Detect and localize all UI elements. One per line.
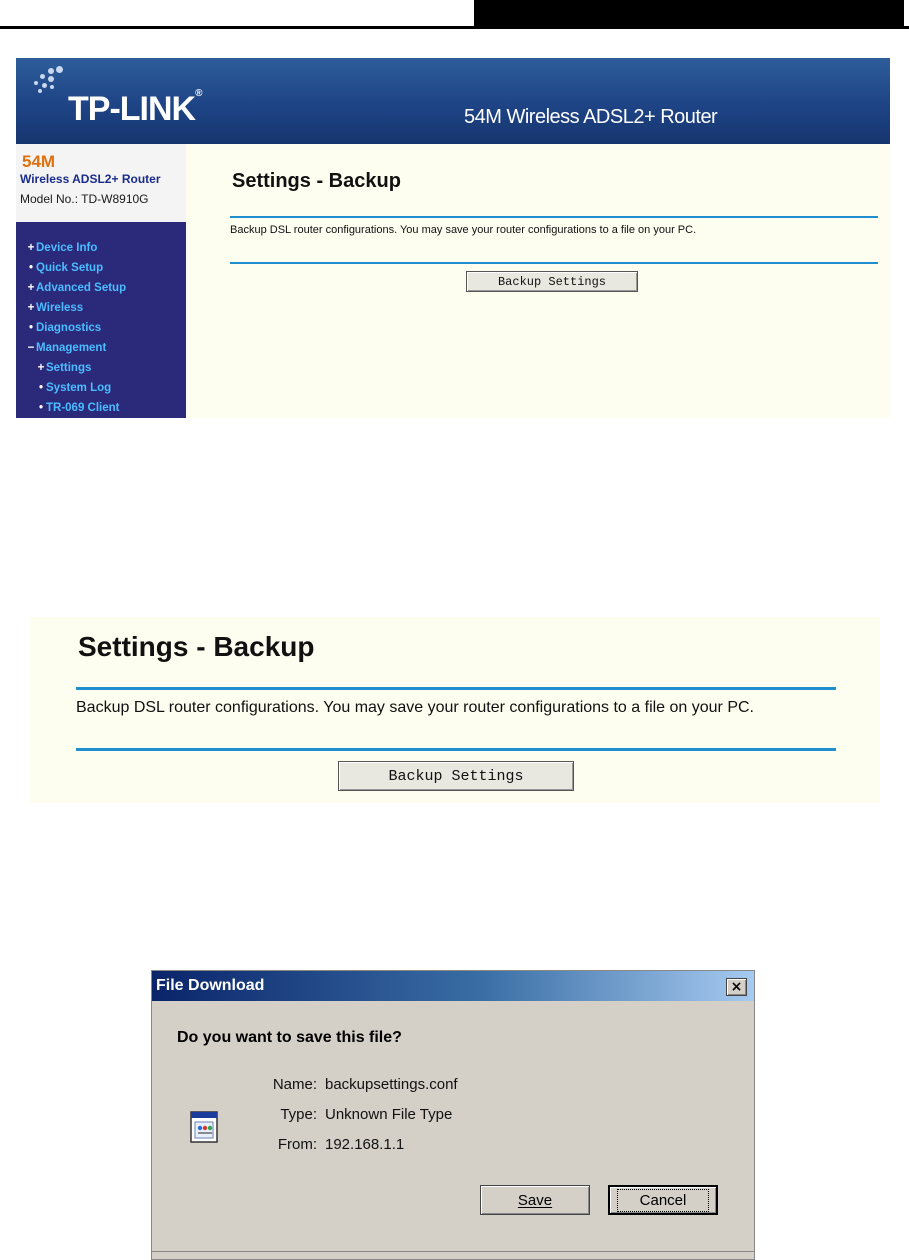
header-black-box bbox=[474, 0, 904, 26]
dialog-titlebar bbox=[152, 971, 754, 1001]
banner-product-title: 54M Wireless ADSL2+ Router bbox=[464, 106, 718, 128]
divider bbox=[76, 687, 836, 690]
sidebar-item-diagnostics[interactable]: • Diagnostics bbox=[28, 322, 102, 334]
tplink-logo-dots-icon bbox=[30, 66, 64, 96]
sidebar-product-name: Wireless ADSL2+ Router bbox=[20, 172, 161, 186]
sidebar-nav bbox=[26, 242, 126, 422]
file-type-row: Type: Unknown File Type bbox=[280, 1106, 453, 1123]
sidebar-item-advanced-setup[interactable]: + Advanced Setup bbox=[27, 282, 127, 294]
sidebar-item-settings[interactable]: + Settings bbox=[37, 362, 92, 374]
cancel-button[interactable]: Cancel bbox=[608, 1185, 718, 1215]
close-icon[interactable]: × bbox=[726, 978, 747, 996]
sidebar-item-tr069-client[interactable]: • TR-069 Client bbox=[38, 402, 120, 414]
backup-settings-button[interactable]: Backup Settings bbox=[338, 761, 574, 791]
divider bbox=[230, 216, 878, 218]
dialog-title: File Download bbox=[156, 977, 265, 994]
file-name-value: backupsettings.conf bbox=[325, 1076, 458, 1093]
file-from-value: 192.168.1.1 bbox=[325, 1136, 405, 1153]
page-title: Settings - Backup bbox=[232, 170, 401, 192]
file-from-row: From: 192.168.1.1 bbox=[277, 1136, 405, 1153]
divider bbox=[76, 748, 836, 751]
file-name-row: Name: backupsettings.conf bbox=[272, 1076, 458, 1093]
sidebar-speed: 54M bbox=[22, 152, 56, 171]
sidebar-item-system-log[interactable]: • System Log bbox=[38, 382, 112, 394]
file-download-dialog bbox=[151, 970, 755, 1260]
router-screenshot-zoomed bbox=[30, 617, 880, 803]
divider bbox=[230, 262, 878, 264]
page-description: Backup DSL router configurations. You may save your router configurations to a file on your PC. bbox=[76, 699, 754, 716]
page-description: Backup DSL router configurations. You may save your router configurations to a file on your PC. bbox=[230, 224, 697, 236]
sidebar bbox=[16, 144, 186, 418]
router-screenshot-full bbox=[16, 58, 890, 418]
file-type-value: Unknown File Type bbox=[325, 1106, 453, 1123]
sidebar-item-device-info[interactable]: + Device Info bbox=[27, 242, 98, 254]
dialog-question: Do you want to save this file? bbox=[177, 1029, 402, 1046]
sidebar-item-wireless[interactable]: + Wireless bbox=[27, 302, 84, 314]
sidebar-product-header bbox=[16, 144, 186, 222]
sidebar-item-quick-setup[interactable]: • Quick Setup bbox=[28, 262, 104, 274]
tplink-logo: TP-LINK® bbox=[68, 88, 202, 128]
sidebar-item-management[interactable]: − Management bbox=[27, 342, 107, 354]
sidebar-model: Model No.: TD-W8910G bbox=[20, 192, 149, 206]
backup-settings-button[interactable]: Backup Settings bbox=[466, 271, 638, 292]
header-rule bbox=[0, 26, 909, 29]
dialog-bottom-edge bbox=[152, 1251, 754, 1260]
file-icon bbox=[190, 1111, 220, 1143]
page-title: Settings - Backup bbox=[78, 631, 315, 662]
save-button[interactable]: Save bbox=[480, 1185, 590, 1215]
tplink-banner bbox=[16, 58, 890, 144]
